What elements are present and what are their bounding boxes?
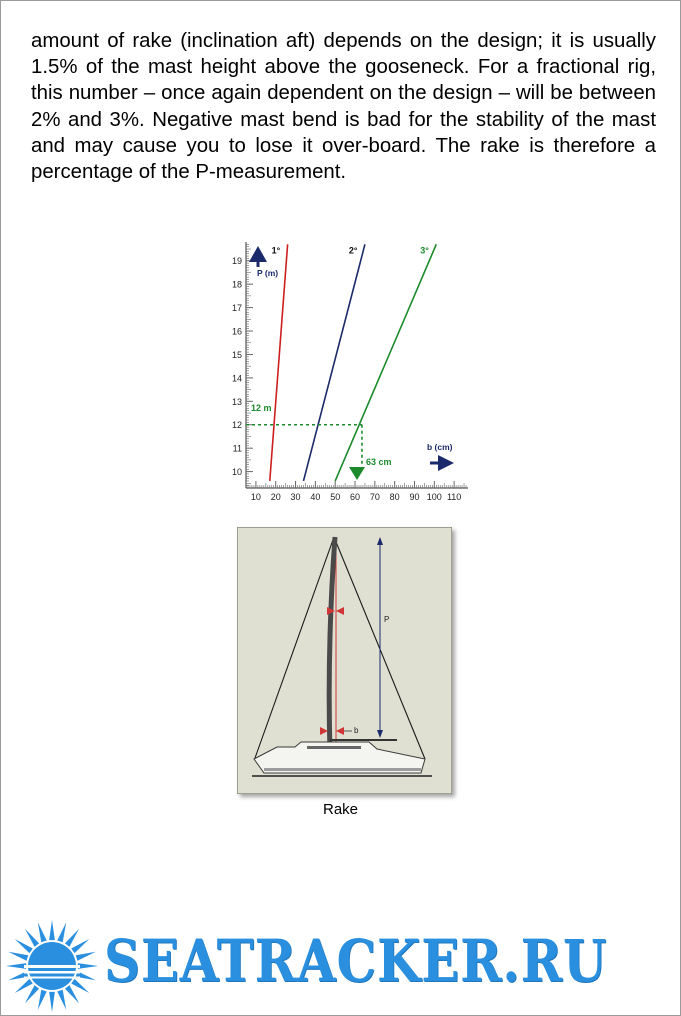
series-line (270, 244, 288, 481)
rake-figure (237, 527, 452, 794)
p-dimension-label: P (384, 615, 390, 624)
b-value-label: 63 cm (366, 457, 392, 467)
x-tick-label: 30 (290, 492, 301, 502)
rake-chart (218, 228, 468, 508)
x-tick-label: 50 (330, 492, 341, 502)
y-tick-label: 10 (231, 467, 242, 478)
x-tick-label: 40 (310, 492, 321, 502)
x-tick-label: 70 (369, 492, 380, 502)
x-tick-label: 90 (409, 492, 420, 502)
series-line (303, 244, 364, 481)
y-tick-label: 11 (232, 443, 242, 454)
x-tick-label: 80 (389, 492, 400, 502)
p-arrow-icon (249, 246, 267, 262)
sun-logo-icon (4, 918, 100, 1014)
series-label: 1° (271, 245, 281, 256)
series-label: 3° (420, 245, 429, 256)
chart-series (270, 244, 437, 481)
x-tick-label: 60 (350, 492, 361, 502)
y-tick-label: 17 (231, 303, 242, 314)
y-tick-label: 18 (231, 279, 242, 290)
b-value-arrow-icon (349, 467, 365, 480)
x-axis-label: b (cm) (427, 442, 453, 452)
y-tick-label: 16 (231, 326, 242, 337)
series-label: 2° (348, 245, 358, 256)
y-tick-label: 14 (231, 373, 242, 384)
x-tick-label: 20 (270, 492, 281, 502)
series-line (335, 244, 436, 481)
y-tick-label: 19 (231, 256, 242, 267)
p-value-label: 12 m (251, 403, 272, 413)
x-tick-label: 10 (250, 492, 261, 502)
body-text: amount of rake (inclination aft) depends on the design; it is usually 1.5% of the mast height above the gooseneck. For a fractional rig, this number – once again dependent on the design – will be between 2% and 3%. Negative mast bend is bad for the stability of the mast and may cause you to lose it over-board. The rake is therefore a percentage of the P-measurement. (31, 30, 656, 184)
figure-caption: Rake (322, 801, 359, 818)
deck-stripe (264, 768, 421, 771)
cabin-window (307, 746, 361, 749)
b-arrow-icon (438, 455, 454, 471)
y-tick-label: 15 (231, 349, 242, 360)
x-tick-label: 110 (446, 492, 462, 502)
x-tick-label: 100 (426, 492, 442, 502)
y-tick-label: 13 (231, 396, 242, 407)
site-logo-text: SEATRACKER.RU (104, 927, 608, 995)
y-tick-label: 12 (231, 420, 242, 431)
y-axis-label: P (m) (257, 268, 279, 278)
rake-dimension-label: b (354, 726, 359, 735)
